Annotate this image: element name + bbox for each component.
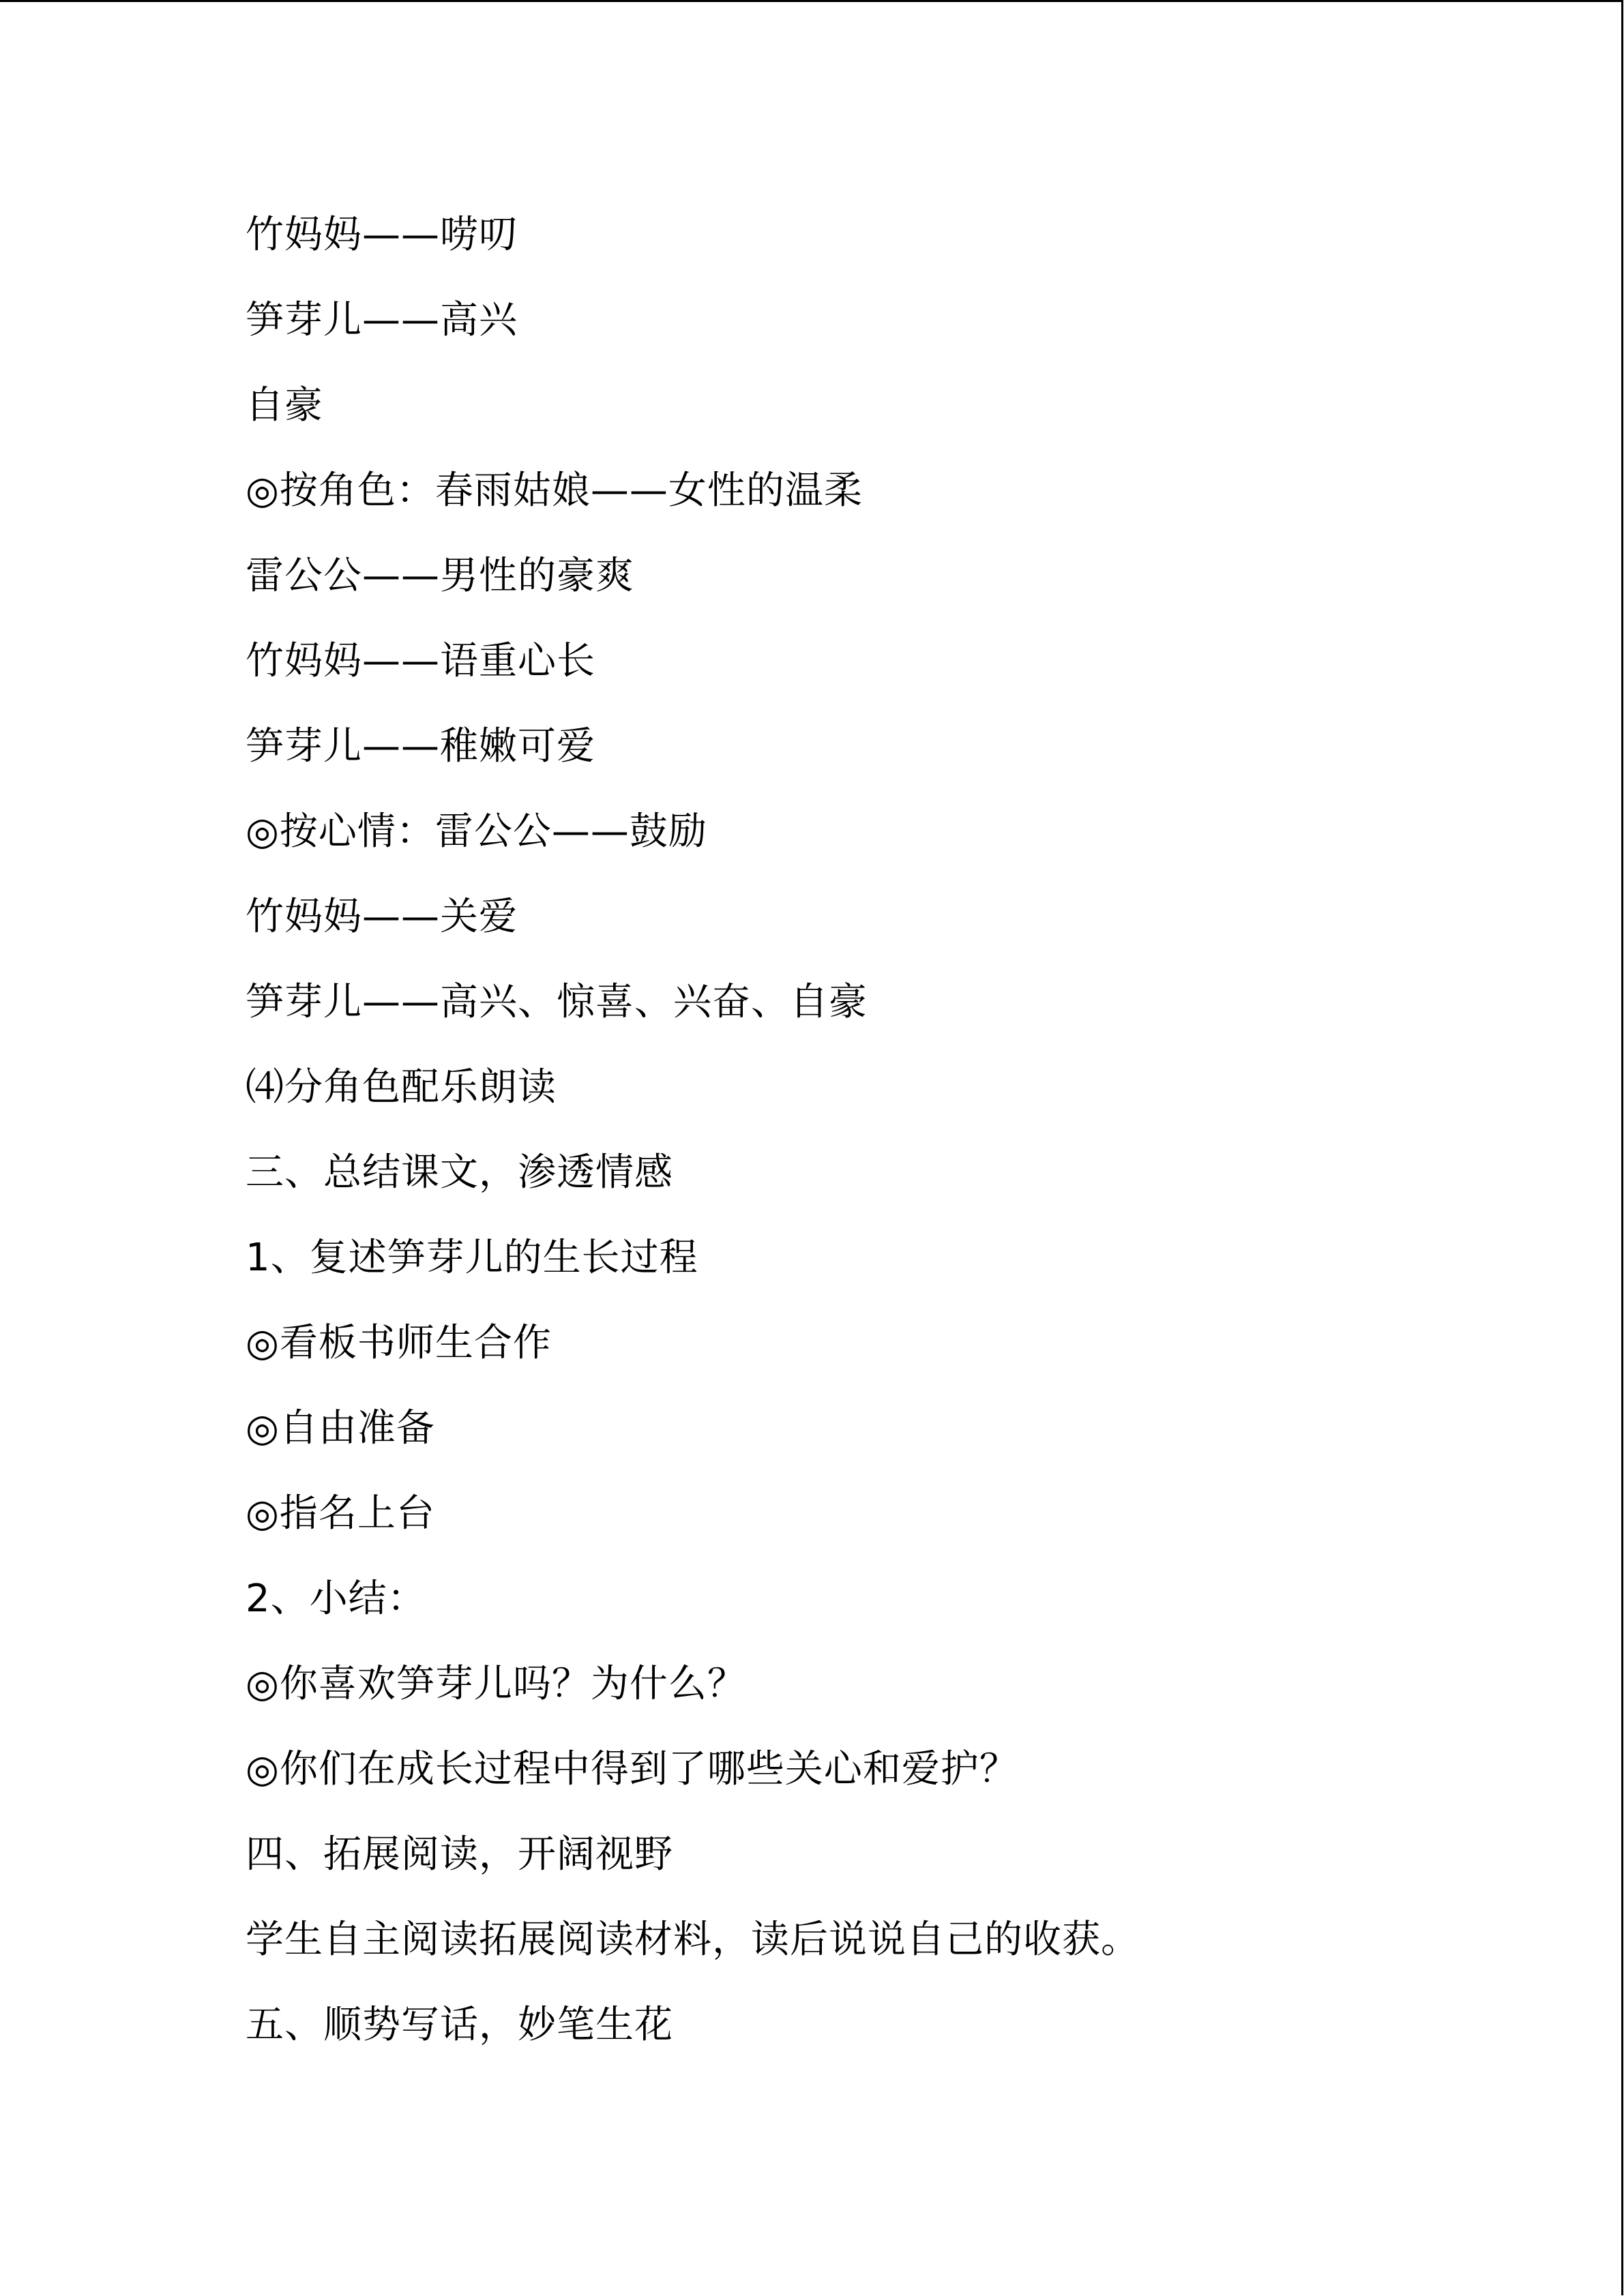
text-line-21: 学生自主阅读拓展阅读材料，读后说说自己的收获。 bbox=[246, 1918, 1140, 1962]
text-line-4: ◎按角色：春雨姑娘——女性的温柔 bbox=[246, 468, 863, 513]
text-line-10: 笋芽儿——高兴、惊喜、兴奋、自豪 bbox=[246, 980, 868, 1024]
text-line-9: 竹妈妈——关爱 bbox=[246, 895, 518, 939]
document-body bbox=[246, 207, 1541, 2082]
text-line-16: ◎指名上台 bbox=[246, 1491, 435, 1536]
section-heading-4: 四、拓展阅读，开阔视野 bbox=[246, 1832, 673, 1877]
text-line-1: 竹妈妈——唠叨 bbox=[246, 213, 518, 257]
text-line-14: ◎看板书师生合作 bbox=[246, 1321, 552, 1365]
text-line-2: 笋芽儿——高兴 bbox=[246, 298, 518, 342]
text-line-5: 雷公公——男性的豪爽 bbox=[246, 554, 634, 598]
text-line-3: 自豪 bbox=[246, 383, 323, 428]
section-heading-3: 三、总结课文，渗透情感 bbox=[246, 1150, 673, 1195]
section-heading-5: 五、顺势写话，妙笔生花 bbox=[246, 2003, 673, 2047]
text-line-8: ◎按心情：雷公公——鼓励 bbox=[246, 809, 707, 854]
text-line-18: ◎你喜欢笋芽儿吗？为什么？ bbox=[246, 1662, 746, 1706]
text-line-6: 竹妈妈——语重心长 bbox=[246, 639, 595, 683]
text-line-15: ◎自由准备 bbox=[246, 1406, 435, 1450]
text-line-19: ◎你们在成长过程中得到了哪些关心和爱护？ bbox=[246, 1747, 1018, 1791]
text-line-13: 1、复述笋芽儿的生长过程 bbox=[246, 1236, 698, 1280]
text-line-11: ⑷分角色配乐朗读 bbox=[246, 1065, 557, 1109]
text-line-17: 2、小结： bbox=[246, 1577, 426, 1621]
text-line-7: 笋芽儿——稚嫩可爱 bbox=[246, 724, 595, 769]
